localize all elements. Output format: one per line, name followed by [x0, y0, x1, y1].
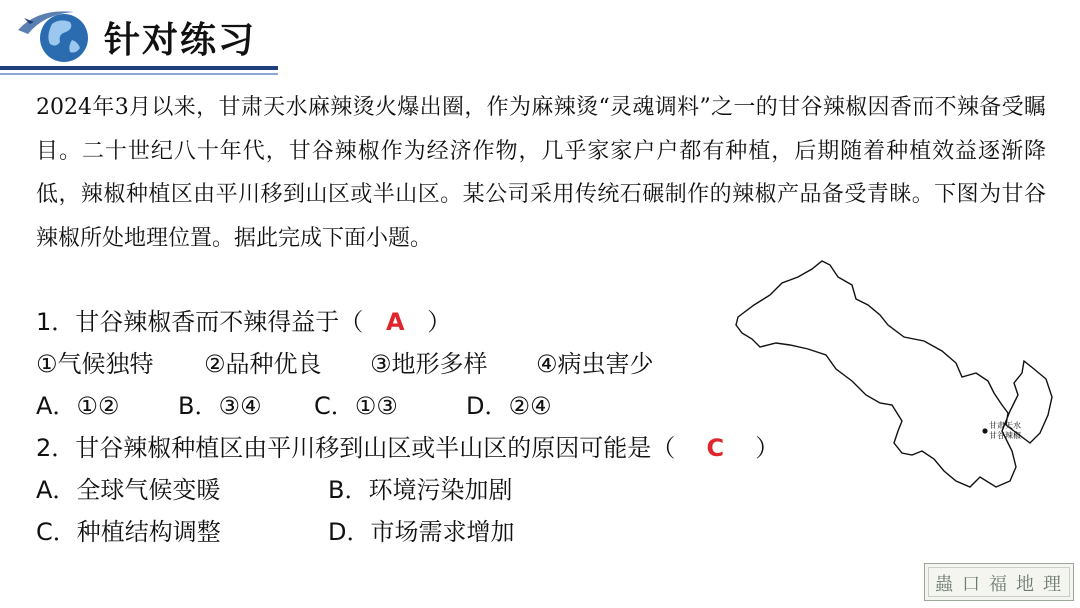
question-1-text: 1．甘谷辣椒香而不辣得益于（ — [36, 308, 364, 336]
question-2-text: 2．甘谷辣椒种植区由平川移到山区或半山区的原因可能是（ — [36, 434, 676, 462]
factor-3: ③地形多样 — [370, 350, 488, 378]
q2-option-d: D．市场需求增加 — [328, 518, 515, 546]
question-2-answer: C — [706, 434, 725, 462]
watermark-stamp — [924, 563, 1074, 601]
page-title: 针对练习 — [104, 20, 257, 61]
q2-option-a: A．全球气候变暖 — [36, 476, 221, 504]
watermark-char-2: 口 — [962, 574, 980, 595]
factor-4: ④病虫害少 — [536, 350, 654, 378]
globe-icon — [14, 4, 98, 64]
factor-1: ①气候独特 — [36, 350, 154, 378]
header-rule — [0, 66, 278, 70]
question-1-close: ） — [427, 308, 452, 336]
header-rule-thin — [0, 73, 278, 75]
factor-2: ②品种优良 — [204, 350, 322, 378]
q1-option-c: C．①③ — [314, 392, 398, 420]
gansu-province-outline — [736, 261, 1052, 487]
q2-option-c: C．种植结构调整 — [36, 518, 221, 546]
watermark-char-5: 理 — [1043, 574, 1061, 595]
question-2-close: ） — [755, 434, 780, 462]
tianshui-marker — [982, 428, 987, 433]
q2-option-b: B．环境污染加剧 — [328, 476, 513, 504]
q1-option-b: B．③④ — [178, 392, 262, 420]
q1-option-a: A．①② — [36, 392, 120, 420]
q1-option-d: D．②④ — [466, 392, 552, 420]
map-label-gangu: 甘谷辣椒 — [989, 431, 1021, 440]
watermark-char-3: 福 — [989, 574, 1007, 595]
reading-passage: 2024年3月以来，甘肃天水麻辣烫火爆出圈，作为麻辣烫“灵魂调料”之一的甘谷辣椒因香而不辣备受瞩目。二十世纪八十年代，甘谷辣椒作为经济作物，几乎家家户户都有种植，后期随着种植效益逐渐降低，辣椒种植区由平川移到山区或半山区。某公司采用传统石碾制作的辣椒产品备受青睐。下图为甘谷辣椒所处地理位置。据此完成下面小题。 — [36, 95, 1046, 251]
question-2-stem — [36, 428, 779, 463]
question-1-stem — [36, 302, 451, 337]
question-1-answer: A — [385, 308, 405, 336]
watermark-char-4: 地 — [1016, 574, 1034, 595]
map-label-tianshui: 甘肃天水 — [989, 421, 1021, 430]
gansu-outline-map — [730, 255, 1055, 495]
watermark-char-1: 蟲 — [935, 574, 953, 595]
slide-header — [0, 0, 1080, 80]
